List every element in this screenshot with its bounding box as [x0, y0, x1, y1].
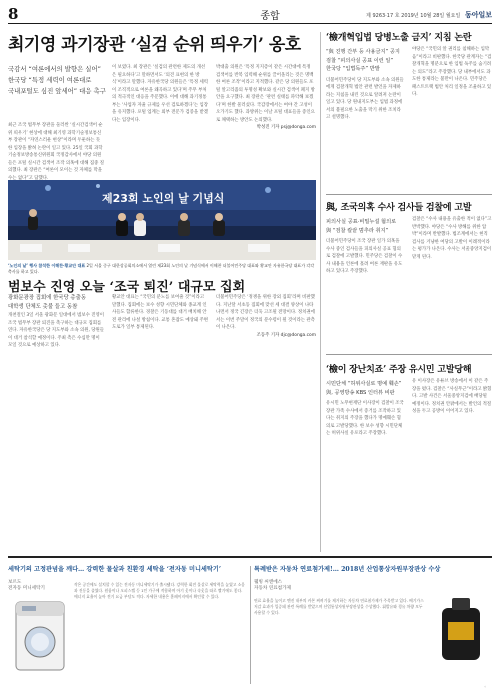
issue-info	[366, 10, 492, 20]
page-corner-mark: ◦	[484, 684, 487, 689]
story-separator	[326, 354, 492, 355]
ad-product: 전자동 미니세탁기	[8, 586, 45, 591]
lead-byline: 박성진 기자 psj@donga.com	[256, 125, 316, 130]
second-subheads	[8, 294, 104, 311]
right-subhead: 피의사실 공표·비밀누설 혐의로	[326, 219, 397, 225]
lead-subhead: 한국당 “특정 세력이 여론대로	[8, 76, 92, 84]
fuel-additive-bottle-icon	[434, 594, 488, 664]
right-story-body-left: 더불어민주당이 조국 장관 일가 의혹을 수사 중인 검사들을 피의사실 공표 혐의로 검찰에 고발했다. 민주당은 검찰이 수사 내용을 언론에 흘려 여론 재판을 유도하고 있다고 주장했다.	[326, 239, 403, 274]
page-number: 8	[8, 5, 19, 23]
ad-section	[8, 556, 492, 688]
right-story-body-left: 더불어민주당이 당 지도부와 소속 의원들에게 검찰개혁 법안 관련 발언을 자제하라는 지침을 내린 것으로 알려져 논란이 일고 있다. 당 원내지도부는 입법 과정에서의 불필요한 노출을 막기 위한 조치라고 설명했다.	[326, 77, 404, 120]
news-photo	[8, 180, 316, 260]
ad-brand: 보르도	[8, 580, 22, 585]
ad-body: 작은 공간에도 설치할 수 있는 전자동 미니세탁기가 출시됐다. 강력한 회전 물살로 세탁력을 높였고 소음과 진동을 줄였다. 원룸이나 오피스텔 등 1인 가구에 적합하며 아기 옷이나 속옷을 따로 빨기에도 좋다. 에너지 효율이 높아 전기 요금 부담도 적다. 자세한 내용은 홈페이지에서 확인할 수 있다.	[74, 582, 245, 600]
second-byline: 조동주 기자 djc@donga.com	[256, 332, 316, 338]
second-body-col3: 더불어민주당은 ‘정쟁을 위한 장외 집회’라며 비판했다. 지난달 서초동 집회에 맞선 세 대결 양상이 나타나면서 정국 긴장은 더욱 고조될 전망이다. 정치권에서는 이번 주말이 정국의 분수령이 될 것이라는 관측이 나온다.	[216, 295, 315, 330]
photo-banner: 제23회 노인의 날 기념식	[102, 192, 225, 205]
second-headline: 범보수 진영 오늘 ‘조국 퇴진’ 대규모 집회	[8, 280, 246, 295]
lead-headline: 최기영 과기장관 ‘실검 순위 띄우기’ 옹호	[8, 35, 301, 55]
second-subhead: 광화문광장 집회에 한국당 총출동	[8, 295, 87, 301]
advertisement-fuel-additive	[254, 564, 492, 686]
masthead	[8, 4, 492, 24]
caption-text: 2일 서울 중구 대한상공회의소에서 열린 제23회 노인의 날 기념식에서 이해찬 더불어민주당 대표와 황교안 자유한국당 대표가 각각 축사를 하고 있다.	[8, 263, 315, 274]
lead-subhead: 국감서 “여론에서의 발향은 실어”	[8, 65, 101, 73]
issue-date: 제 9263·17 호 2019년 10월 28일 월요일	[366, 13, 461, 19]
second-body-col1: 개천절인 3일 서울 광화문 일대에서 범보수 진영이 조국 법무부 장관 퇴진을 촉구하는 대규모 집회를 연다. 자유한국당은 당 지도부와 소속 의원, 당원들이 대거 참석할 예정이다. 주최 측은 수십만 명이 모일 것으로 예상하고 있다.	[8, 313, 104, 348]
right-story-subheads	[326, 218, 404, 235]
story-separator	[326, 194, 492, 195]
right-story-headline: 與, 조국의혹 수사 검사들 검찰에 고발	[326, 203, 472, 213]
right-subhead: “與 진행 간부 등 사용금지” 공지	[326, 49, 400, 55]
right-subhead: 시민단체 “허위사실로 명예 훼손”	[326, 381, 402, 387]
right-subhead: 與, 공영방송 KBS 인터뷰 비판	[326, 389, 395, 396]
right-subhead: 검찰 “피의사실 공표 이런 일”	[326, 57, 394, 64]
right-story-headline: ‘檢개혁입법 당병노출 금지’ 지침 논란	[326, 33, 472, 43]
right-story-body-right: 유 이사장은 유튜브 방송에서 이 같은 주장을 폈다. 검찰은 “사실무근”이라고 밝혔다. 고발 사건은 서울중앙지검에 배당될 예정이다. 정치권 안팎에서는 발언의 적절성을 두고 공방이 이어지고 있다.	[412, 379, 492, 414]
right-story-2	[326, 200, 492, 350]
column-divider	[320, 32, 321, 552]
lead-body-col3: 박대출 의원은 ‘특정 지지층이 같은 시간대에 특정 검색어를 반복 입력해 순위를 끌어올리는 것은 명백한 여론 조작’이라고 지적했다. 같은 당 의원들도 포털 알고리즘의 투명성 확보와 실시간 검색어 폐지 방안을 요구했다. 최 장관은 ‘관련 실태를 파악해 보겠다’며 한발 물러섰다. 국감장에서는 여야 간 고성이 오가기도 했다. 과방위는 이날 포털 대표들을 증인으로 채택하는 방안도 논의했다.	[216, 65, 315, 123]
right-story-body-right: 야당은 “국민의 알 권리를 침해하는 입막음”이라고 비판했다. 한국당 관계자는 “검찰개혁을 명분으로 한 입법 독주를 숨기려는 의도”라고 주장했다. 당 내부에서도 과도한 통제라는 불만이 나온다. 민주당은 패스트트랙 법안 처리 일정을 조율하고 있다.	[412, 47, 492, 97]
lead-body-col1: 최근 조국 법무부 장관을 둘러싼 ‘실시간검색어 순위 띄우기’ 현상에 대해 최기영 과학기술정보통신부 장관이 “자연스러운 현상”이라며 두둔하는 듯한 입장을 밝혀 논란이 일고 있다. 25일 국회 과학기술정보방송통신위원회 국정감사에서 야당 의원들은 포털 실시간 검색어 조작 의혹에 대해 집중 질의했다. 최 장관은 “여론이 모이는 것 자체를 막을 수는 없다”고 답했다.	[8, 123, 104, 181]
right-story-1	[326, 30, 492, 190]
ad-title: 특례받은 자동차 연료첨가제!… 2018년 산업통상자원부장관상 수상	[254, 566, 441, 573]
ad-brand: 웰빙 씨앤에스	[254, 580, 283, 585]
right-story-3	[326, 362, 492, 552]
lead-subhead: 국내포털도 심진 앞세어” 대응 촉구	[8, 87, 106, 95]
paper-name: 동아일보	[464, 10, 492, 19]
lead-col3	[216, 64, 316, 132]
ad-body: 연료 효율을 높이고 엔진 내부의 카본 찌꺼기를 제거하는 자동차 연료첨가제가 주목받고 있다. 배기가스 저감 효과가 입증돼 관련 특례를 받았으며 산업통상자원부장관상을 수상했다. 휘발유와 경유 차량 모두 사용할 수 있다.	[254, 598, 424, 616]
section-label: 종합	[260, 11, 280, 22]
second-subhead: 대학생 단체도 촛불 들고 동참	[8, 303, 78, 310]
left-column	[8, 30, 316, 348]
advertisement-washer	[8, 564, 246, 686]
right-subhead: 與 “검찰 칼끝 멈추라 취지”	[326, 227, 389, 234]
washing-machine-icon	[12, 598, 68, 674]
right-story-body-right: 검찰은 “수사 내용을 유출한 적이 없다”고 반박했다. 야당은 “수사 방해를 위한 압박”이라며 반발했다. 법조계에서는 현직 검사를 겨냥한 여당의 고발이 이례적이라는 평가가 나온다. 수사는 서울중앙지검이 맡게 된다.	[412, 217, 492, 260]
photo-caption	[8, 263, 316, 275]
right-story-body-left: 유시민 노무현재단 이사장이 검찰이 조국 장관 가족 수사에서 증거를 조작하고 있다는 취지의 주장을 했다가 명예훼손 혐의로 고발당했다. 한 보수 성향 시민단체는 허위사실 유포라고 주장했다.	[326, 401, 404, 436]
right-subhead: 한국당 “입법독주” 반발	[326, 66, 380, 72]
right-story-headline: ‘檢이 장난치죠’ 주장 유시민 고발당해	[326, 365, 472, 375]
second-body-col2: 황교안 대표는 “국민의 분노를 보여줄 것”이라고 말했다. 집회에는 보수 성향 시민단체와 종교계 인사들도 합류한다. 경찰은 기동대를 대거 배치해 안전 관리에 나설 방침이다. 교통 혼잡도 예상돼 주변 도로가 일부 통제된다.	[112, 295, 208, 330]
lead-body-col2: 이 보였다. 최 장관은 ‘실검의 관련한 제도의 개선은 필요하다’고 말하면서도 ‘의견 표현의 한 방식’이라고 말했다. 자유한국당 의원들은 ‘특정 세력이 조직적으로 여론을 왜곡하고 있다’며 주무 부처의 적극적인 대응을 주문했다. 이에 대해 과기정통부는 ‘사업자 자율 규제를 우선 검토하겠다’는 입장을 유지했다. 포털 업계는 외부 전문가 검증을 받겠다는 입장이다.	[112, 65, 208, 123]
ad-product: 자동차 연료첨가제	[254, 586, 291, 591]
ad-divider	[250, 566, 251, 684]
lead-subheads	[8, 64, 108, 97]
right-story-subheads	[326, 48, 404, 74]
caption-label: ‘노인의 날’ 행사 참석한 이해찬·황교안 대표	[8, 263, 86, 268]
second-col3	[216, 294, 316, 339]
ad-title: 세탁기의 고정관념을 깨다… 강력한 물살과 친환경 세탁을 ‘전자동 미니세탁기’	[8, 566, 222, 573]
right-story-subheads	[326, 380, 404, 397]
